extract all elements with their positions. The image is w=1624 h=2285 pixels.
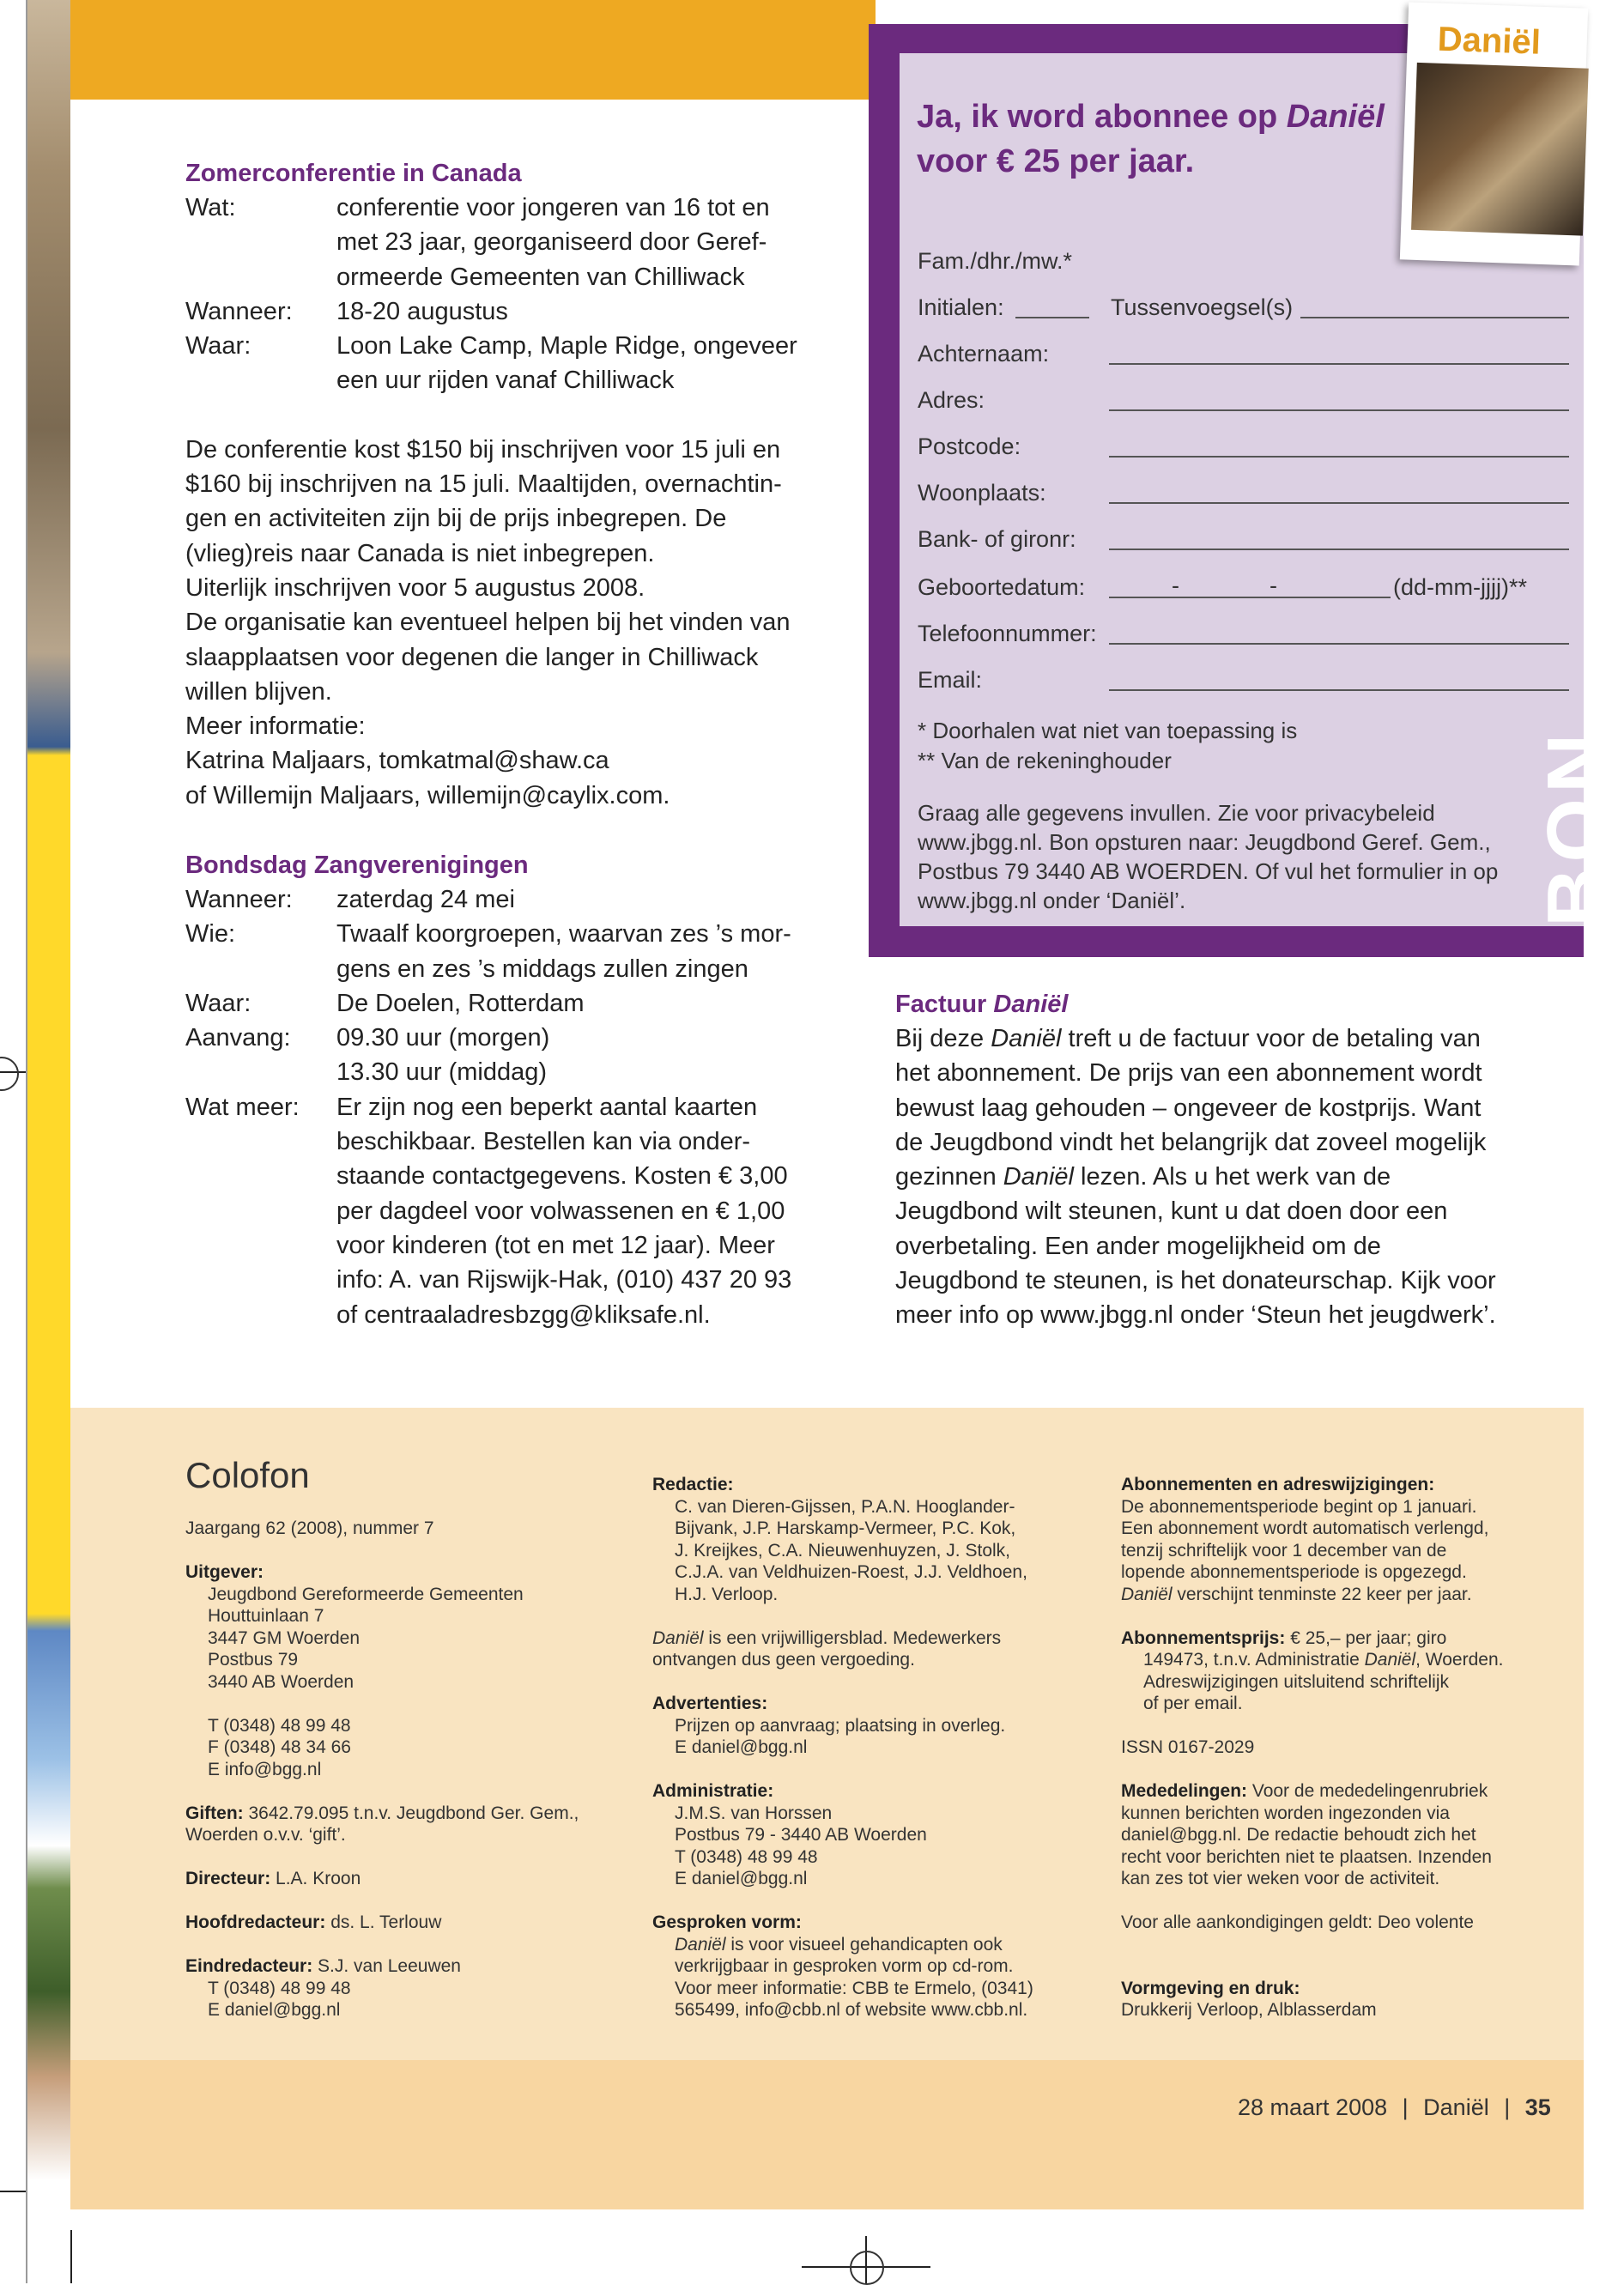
form-field-label: Telefoonnummer: (918, 621, 1097, 646)
bonds-row (185, 1090, 855, 1332)
privacy-text: Graag alle gegevens invullen. Zie voor privacybeleid www.jbgg.nl. Bon opsturen naar: Jeugdbond Geref. Gem., Postbus 79 3440 AB WOERDEN. Of vul het formulier in op www.jbgg.nl onder ‘Daniël’. (918, 800, 1499, 913)
fam-field[interactable]: Fam./dhr./mw.* (918, 248, 1073, 274)
form-field-line[interactable] (1109, 549, 1569, 550)
cover-photo (1411, 63, 1589, 236)
zomer-row-label: Wat: (185, 194, 236, 221)
zomer-row (185, 191, 855, 294)
footer-sep-2: | (1504, 2094, 1511, 2120)
footer-sep-1: | (1402, 2094, 1409, 2120)
form-notes (918, 716, 1570, 776)
colofon-col-2: Redactie: C. van Dieren-Gijssen, P.A.N. Hooglander- Bijvank, J.P. Harskamp-Vermeer, P.C. Kok, J. Kreijkes, C.A. Nieuwenhuyzen, J. Stolk, C.J.A. van Veldhuizen-Roest, J.J. Veldhoen, H.J. Verloop. Daniël is een vrijwilligersblad. Medewerkers ontvangen dus geen vergoeding. Advertenties: Prijzen op aanvraag; plaatsing in overleg. E daniel@bgg.nl Administratie: J.M.S. van Horssen Postbus 79 - 3440 AB Woerden T (0348) 48 99 48 E daniel@bgg.nl Gesproken vorm: Daniël is voor visueel gehandicapten ook verkrijgbaar in gesproken vorm op cd-rom. Voor meer informatie: CBB te Ermelo, (0341) 565499, info@cbb.nl of website www.cbb.nl. (652, 1475, 1033, 2020)
note-2: ** Van de rekeninghouder (918, 748, 1172, 773)
bonds-row-value: Twaalf koorgroepen, waarvan zes ’s mor- gens en zes ’s middags zullen zingen (336, 920, 791, 983)
bonds-row-label: Wat meer: (185, 1093, 300, 1121)
zomer-row-value: Loon Lake Camp, Maple Ridge, ongeveer een uur rijden vanaf Chilliwack (336, 332, 797, 395)
zomer-title: Zomerconferentie in Canada (185, 160, 522, 187)
form-field-label: Bank- of gironr: (918, 526, 1076, 552)
subscription-title-b: voor € 25 per jaar. (917, 143, 1195, 179)
colofon-title: Colofon (185, 1455, 310, 1495)
tussenvoegsel-line[interactable] (1300, 317, 1569, 318)
registration-mark (850, 2251, 884, 2285)
page-footer (1238, 2094, 1551, 2121)
note-1: * Doorhalen wat niet van toepassing is (918, 718, 1298, 743)
bonds-row (185, 986, 855, 1021)
bonds-row-value: De Doelen, Rotterdam (336, 989, 585, 1017)
bonds-row (185, 1021, 855, 1090)
form-field-adres (918, 385, 1544, 415)
initialen-row (918, 293, 1544, 322)
zomer-row-label: Wanneer: (185, 297, 293, 325)
zomer-paragraph: De conferentie kost $150 bij inschrijven voor 15 juli en $160 bij inschrijven na 15 juli. Maaltijden, overnachtin- gen en activiteiten zijn bij de prijs inbegrepen. De (vlieg)reis naar Canada is niet inbegrepen. Uiterlijk inschrijven voor 5 augustus 2008. De organisatie kan eventueel helpen bij het vinden van slaapplaatsen voor degenen die langer in Chilliwack willen blijven. Meer informatie: Katrina Maljaars, tomkatmal@shaw.ca of Willemijn Maljaars, willemijn@caylix.com. (185, 435, 791, 809)
form-field-label: Woonplaats: (918, 480, 1046, 506)
factuur-title: Factuur Daniël (895, 991, 1069, 1018)
zomer-row (185, 329, 855, 398)
colofon-col-1: Jaargang 62 (2008), nummer 7 Uitgever: Jeugdbond Gereformeerde Gemeenten Houttuinlaan 7 3447 GM Woerden Postbus 79 3440 AB Woerden T (0348) 48 99 48 F (0348) 48 34 66 E info@bgg.nl Giften: 3642.79.095 t.n.v. Jeugdbond Ger. Gem., Woerden o.v.v. ‘gift’. Directeur: L.A. Kroon Hoofdredacteur: ds. L. Terlouw Eindredacteur: S.J. van Leeuwen T (0348) 48 99 48 E daniel@bgg.nl (185, 1518, 579, 2020)
bonds-title: Bondsdag Zangverenigingen (185, 852, 529, 879)
form-field-line[interactable] (1109, 456, 1569, 458)
footer-date: 28 maart 2008 (1238, 2094, 1388, 2120)
date-dash-2: - (1270, 573, 1277, 598)
form-field-line[interactable] (1109, 689, 1569, 691)
form-field-label: Achternaam: (918, 341, 1050, 367)
crop-mark (70, 2230, 72, 2283)
bonds-row-value: zaterdag 24 mei (336, 886, 515, 913)
geboortedatum-line[interactable] (1109, 597, 1391, 598)
bonds-rows (185, 882, 855, 1332)
form-field-bank-of-gironr (918, 524, 1544, 554)
left-edge-line (26, 0, 27, 2283)
bonds-row-value: 09.30 uur (morgen) 13.30 uur (middag) (336, 1024, 550, 1087)
form-field-line[interactable] (1109, 502, 1569, 504)
left-photo-strip (26, 0, 70, 2215)
initialen-label: Initialen: (918, 294, 1004, 320)
footer-magazine: Daniël (1423, 2094, 1489, 2120)
crop-mark (0, 2191, 26, 2192)
date-dash-1: - (1172, 573, 1179, 598)
form-field-label: Postcode: (918, 433, 1021, 459)
factuur-section (895, 987, 1565, 1333)
zomer-rows (185, 191, 855, 398)
form-field-label: Email: (918, 667, 983, 693)
form-field-woonplaats (918, 478, 1544, 507)
initialen-line[interactable] (1015, 317, 1089, 318)
tussenvoegsel-label: Tussenvoegsel(s) (1111, 294, 1294, 320)
bonds-row (185, 917, 855, 986)
colofon-col-3: Abonnementen en adreswijzigingen: De abonnementsperiode begint op 1 januari. Een abonnement wordt automatisch verlengd, tenzij schriftelijk voor 1 december van de lopende abonnementsperiode is opgezegd. Daniël verschijnt tenminste 22 keer per jaar. Abonnementsprijs: € 25,– per jaar; giro 149473, t.n.v. Administratie Daniël, Woerden. Adreswijzigingen uitsluitend schriftelijk of per email. ISSN 0167-2029 Mededelingen: Voor de mededelingenrubriek kunnen berichten worden ingezonden via daniel@bgg.nl. De redactie behoudt zich het recht voor berichten niet te plaatsen. Inzenden kan zes tot vier weken voor de activiteit. Voor alle aankondigingen geldt: Deo volente Vormgeving en druk: Drukkerij Verloop, Alblasserdam (1121, 1475, 1504, 2020)
geboortedatum-row (918, 573, 1544, 602)
form-field-label: Adres: (918, 387, 985, 413)
form-field-telefoonnummer (918, 619, 1544, 648)
zomer-row-value: 18-20 augustus (336, 297, 508, 325)
bonds-section (185, 848, 855, 1332)
form-field-line[interactable] (1109, 409, 1569, 411)
factuur-text: Bij deze Daniël treft u de factuur voor de betaling van het abonnement. De prijs van een abonnement wordt bewust laag gehouden – ongeveer de kostprijs. Want de Jeugdbond vindt het belangrijk dat zoveel mogelijk gezinnen Daniël lezen. Als u het werk van de Jeugdbond wilt steunen, kunt u dat doen door een overbetaling. Een ander mogelijkheid om de Jeugdbond te steunen, is het donateurschap. Kijk voor meer info op www.jbgg.nl onder ‘Steun het jeugdwerk’. (895, 1025, 1496, 1330)
form-field-postcode (918, 432, 1544, 461)
form-field-line[interactable] (1109, 363, 1569, 365)
bon-side-text: BON (1530, 728, 1622, 927)
date-format-hint: (dd-mm-jjjj)** (1393, 574, 1527, 600)
bonds-row-label: Aanvang: (185, 1024, 291, 1052)
registration-mark (0, 1057, 19, 1091)
zomer-row (185, 294, 855, 329)
top-orange-band (70, 0, 876, 100)
bonds-row-label: Wanneer: (185, 886, 293, 913)
bonds-row (185, 882, 855, 917)
subscription-title-em: Daniël (1286, 99, 1385, 135)
subscription-title (917, 94, 1432, 184)
magazine-cover (1400, 2, 1588, 265)
zomer-section (185, 156, 855, 813)
footer-page-number: 35 (1524, 2094, 1551, 2120)
bonds-row-label: Waar: (185, 989, 251, 1017)
form-field-email (918, 665, 1544, 694)
cover-title: Daniël (1437, 20, 1542, 62)
zomer-row-label: Waar: (185, 332, 251, 361)
bonds-row-value: Er zijn nog een beperkt aantal kaarten beschikbaar. Bestellen kan via onder- staande contactgegevens. Kosten € 3,00 per dagdeel voor volwassenen en € 1,00 voor kinderen (tot en met 12 jaar). Meer info: A. van Rijswijk-Hak, (010) 437 20 93 of centraaladresbzgg@kliksafe.nl. (336, 1093, 792, 1329)
zomer-row-value: conferentie voor jongeren van 16 tot en met 23 jaar, georganiseerd door Geref- ormeerde Gemeenten van Chilliwack (336, 194, 770, 291)
colofon-footer-band (70, 2060, 1584, 2209)
subscription-title-a: Ja, ik word abonnee op (917, 99, 1287, 135)
bonds-row-label: Wie: (185, 920, 235, 949)
form-field-achternaam (918, 339, 1544, 368)
form-field-line[interactable] (1109, 643, 1569, 645)
geboortedatum-label: Geboortedatum: (918, 574, 1086, 600)
